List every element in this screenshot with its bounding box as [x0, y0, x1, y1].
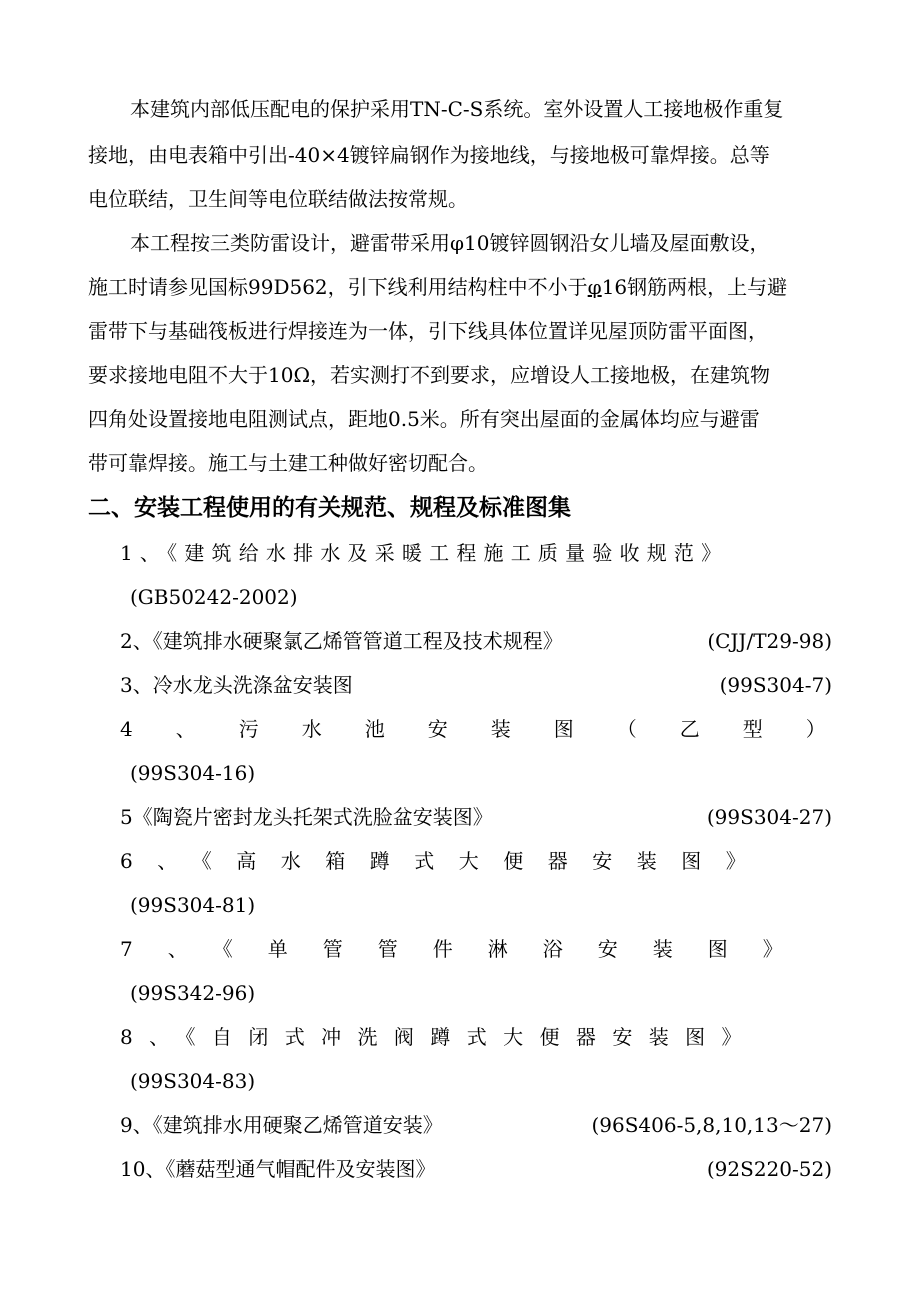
- list-item: [120, 1110, 832, 1140]
- text-segment: 16钢筋两根，上与避: [601, 275, 788, 299]
- paragraph-2-line-4: 要求接地电阻不大于10Ω，若实测打不到要求，应增设人工接地极，在建筑物: [88, 363, 771, 387]
- item-title: 10、《蘑菇型通气帽配件及安装图》: [120, 1157, 436, 1181]
- list-item: [120, 802, 832, 832]
- paragraph-2-line-5: 四角处设置接地电阻测试点，距地0.5米。所有突出屋面的金属体均应与避雷: [88, 407, 760, 431]
- item-code: (92S220-52): [706, 1157, 832, 1181]
- item-title: 2、《建筑排水硬聚氯乙烯管管道工程及技术规程》: [120, 629, 563, 653]
- item-code: (96S406-5,8,10,13～27): [591, 1113, 832, 1137]
- item-code: (99S304-81): [130, 893, 256, 917]
- list-item: [120, 1154, 832, 1184]
- list-item: [120, 538, 832, 612]
- list-item: [120, 1022, 832, 1096]
- item-title: 1、《建筑给水排水及采暖工程施工质量验收规范》: [120, 541, 729, 565]
- item-title: 7、《单管管件淋浴安装图》: [120, 937, 818, 961]
- item-code: (99S342-96): [130, 981, 256, 1005]
- item-title: 5《陶瓷片密封龙头托架式洗脸盆安装图》: [120, 805, 493, 829]
- list-item: [120, 626, 832, 656]
- paragraph-2-line-1: 本工程按三类防雷设计，避雷带采用φ10镀锌圆钢沿女儿墙及屋面敷设，: [130, 231, 770, 255]
- list-item: [120, 670, 832, 700]
- item-title: 4、污水池安装图（乙型）: [120, 717, 869, 741]
- list-item: [120, 846, 832, 920]
- paragraph-2-line-3: 雷带下与基础筏板进行焊接连为一体，引下线具体位置详见屋顶防雷平面图，: [88, 319, 768, 343]
- list-item: [120, 714, 869, 788]
- paragraph-1-line-2: 接地，由电表箱中引出-40×4镀锌扁钢作为接地线，与接地极可靠焊接。总等: [88, 143, 770, 167]
- paragraph-2-line-6: 带可靠焊接。施工与土建工种做好密切配合。: [88, 451, 488, 475]
- item-code: (99S304-7): [719, 673, 832, 697]
- item-title: 3、冷水龙头洗涤盆安装图: [120, 673, 353, 697]
- item-code: (99S304-27): [706, 805, 832, 829]
- item-code: (99S304-83): [130, 1069, 256, 1093]
- paragraph-1-line-3: 电位联结，卫生间等电位联结做法按常规。: [88, 187, 468, 211]
- item-title: 6、《高水箱蹲式大便器安装图》: [120, 849, 771, 873]
- item-title: 8、《自闭式冲洗阀蹲式大便器安装图》: [120, 1025, 758, 1049]
- item-title: 9、《建筑排水用硬聚乙烯管道安装》: [120, 1113, 443, 1137]
- item-code: (GB50242-2002): [130, 585, 298, 609]
- list-item: [120, 934, 832, 1008]
- item-code: (99S304-16): [130, 761, 256, 785]
- section-heading: 二、安装工程使用的有关规范、规程及标准图集: [88, 495, 571, 521]
- paragraph-1-line-1: 本建筑内部低压配电的保护采用TN-C-S系统。室外设置人工接地极作重复: [130, 97, 784, 121]
- phi-symbol-underlined: φ: [587, 275, 602, 299]
- text-segment: 施工时请参见国标99D562，引下线利用结构柱中不小于: [88, 275, 588, 299]
- paragraph-2-line-2: [88, 272, 832, 302]
- item-code: (CJJ/T29-98): [707, 629, 832, 653]
